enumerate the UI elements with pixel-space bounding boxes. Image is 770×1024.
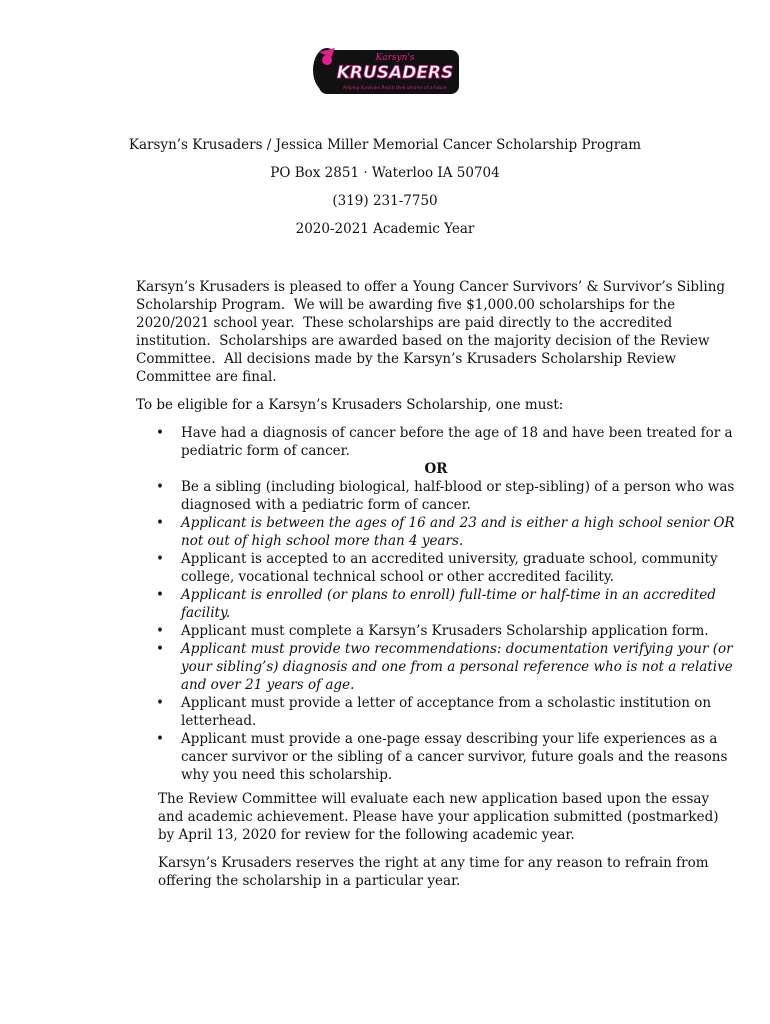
- phone-number: (319) 231-7750: [332, 193, 438, 209]
- requirements-list: [136, 424, 736, 784]
- requirement-text: Applicant must provide a one-page essay describing your life experiences as a cancer survivor or the sibling of a cancer survivor, future goals and the reasons why you need this scholarship.: [181, 731, 728, 783]
- requirement-text: Be a sibling (including biological, half-blood or step-sibling) of a person who was diagnosed with a pediatric form of cancer.: [181, 479, 735, 513]
- logo-head: [322, 55, 332, 65]
- program-title: Karsyn’s Krusaders / Jessica Miller Memorial Cancer Scholarship Program: [128, 137, 642, 153]
- krusaders-logo: [305, 44, 465, 100]
- academic-year: 2020-2021 Academic Year: [295, 221, 475, 237]
- list-item: [136, 730, 736, 784]
- logo-main-text: KRUSADERS: [336, 63, 454, 83]
- requirement-text: Applicant is between the ages of 16 and 23 and is either a high school senior OR not out of high school more than 4 years.: [181, 515, 735, 549]
- or-separator: OR: [424, 461, 448, 477]
- list-item: [136, 586, 736, 622]
- list-item: [136, 514, 736, 550]
- bullet-icon: •: [156, 479, 164, 495]
- list-item: [136, 550, 736, 586]
- list-item: [136, 694, 736, 730]
- reserve-paragraph: Karsyn’s Krusaders reserves the right at any time for any reason to refrain from offering the scholarship in a particular year.: [158, 855, 709, 889]
- eligibility-intro: To be eligible for a Karsyn’s Krusaders Scholarship, one must:: [136, 397, 564, 413]
- logo-top-text: Karsyn's: [375, 53, 415, 63]
- logo-tagline: Helping Survivors Reach their dreams of a Future: [343, 85, 447, 90]
- requirement-text: Applicant is enrolled (or plans to enroll) full-time or half-time in an accredited facility.: [181, 587, 716, 621]
- list-item: [136, 478, 736, 514]
- requirement-text: Applicant must provide two recommendations: documentation verifying your (or your sibling’s) diagnosis and one from a personal reference who is not a relative and over 21 years of age.: [181, 641, 733, 693]
- requirement-text: Applicant must provide a letter of acceptance from a scholastic institution on letterhead.: [181, 695, 712, 729]
- requirement-text: Applicant is accepted to an accredited university, graduate school, community college, vocational technical school or other accredited facility.: [181, 551, 718, 585]
- list-item: [136, 640, 736, 694]
- list-item: [136, 424, 736, 460]
- requirement-text: Have had a diagnosis of cancer before the age of 18 and have been treated for a pediatric form of cancer.: [181, 425, 733, 459]
- bullet-icon: •: [156, 515, 164, 531]
- mailing-address: PO Box 2851 · Waterloo IA 50704: [270, 165, 500, 181]
- review-paragraph: The Review Committee will evaluate each new application based upon the essay and academic achievement. Please have your application submitted (postmarked) by April 13, 2020 for review for the following academic year.: [158, 791, 719, 843]
- bullet-icon: •: [156, 695, 164, 711]
- intro-paragraph: Karsyn’s Krusaders is pleased to offer a Young Cancer Survivors’ & Survivor’s Sibling Scholarship Program. We will be awarding five $1,000.00 scholarships for the 2020/2021 school year. These scholarships are paid directly to the accredited institution. Scholarships are awarded based on the majority decision of the Review Committee. All decisions made by the Karsyn’s Krusaders Scholarship Review Committee are final.: [136, 279, 756, 385]
- bullet-icon: •: [156, 587, 164, 603]
- bullet-icon: •: [156, 623, 164, 639]
- list-item: [136, 622, 736, 640]
- bullet-icon: •: [156, 731, 164, 747]
- bullet-icon: •: [156, 641, 164, 657]
- bullet-icon: •: [156, 425, 164, 441]
- bullet-icon: •: [156, 551, 164, 567]
- requirement-text: Applicant must complete a Karsyn’s Krusaders Scholarship application form.: [181, 623, 709, 639]
